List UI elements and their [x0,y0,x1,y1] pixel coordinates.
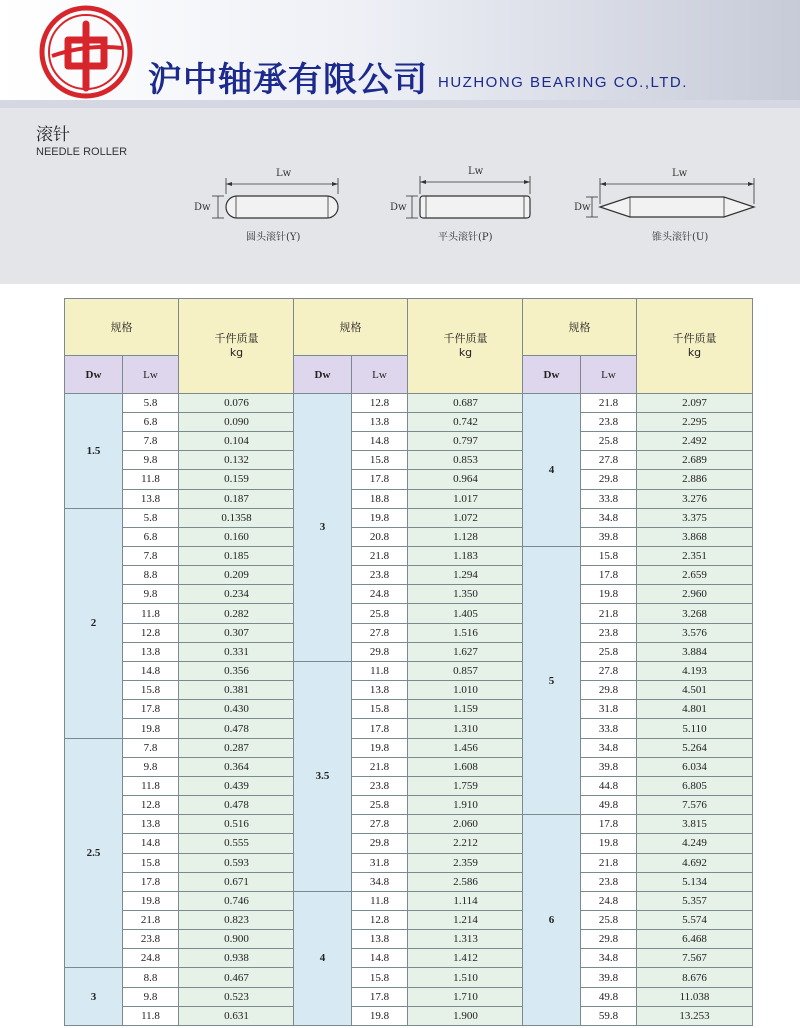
lw-value: 11.8 [123,470,179,489]
lw-value: 23.8 [352,566,408,585]
lw-header: Lw [123,356,179,393]
mass-value: 1.010 [408,681,524,700]
lw-value: 15.8 [581,547,637,566]
dw-value: 2.5 [65,738,123,968]
table-row [523,815,753,834]
lw-value: 23.8 [581,412,637,431]
table-row [65,393,295,412]
table-row [523,393,753,412]
lw-value: 13.8 [123,815,179,834]
lw-value: 9.8 [123,585,179,604]
lw-value: 34.8 [581,738,637,757]
mass-value: 1.900 [408,1006,524,1025]
mass-value: 0.671 [179,872,295,891]
mass-value: 6.468 [637,930,753,949]
mass-value: 0.797 [408,432,524,451]
lw-value: 19.8 [352,508,408,527]
lw-value: 8.8 [123,566,179,585]
mass-value: 1.294 [408,566,524,585]
mass-value: 0.853 [408,451,524,470]
mass-value: 1.405 [408,604,524,623]
lw-value: 6.8 [123,527,179,546]
dw-value: 6 [523,815,581,1026]
lw-value: 15.8 [352,968,408,987]
mass-value: 4.193 [637,661,753,680]
lw-value: 23.8 [581,623,637,642]
lw-value: 14.8 [352,432,408,451]
mass-value: 8.676 [637,968,753,987]
mass-header-unit: kg [687,345,702,359]
lw-value: 13.8 [352,412,408,431]
spec-header: 规格 [65,299,179,356]
mass-value: 4.501 [637,681,753,700]
mass-value: 0.430 [179,700,295,719]
spec-column-block [522,298,753,1026]
table-row [294,393,524,412]
dw-header: Dw [65,356,123,393]
mass-value: 0.467 [179,968,295,987]
dw-value: 4 [294,891,352,1025]
mass-value: 6.034 [637,757,753,776]
lw-label: Lw [276,168,292,179]
mass-value: 1.183 [408,547,524,566]
lw-value: 44.8 [581,776,637,795]
lw-value: 11.8 [123,1006,179,1025]
lw-label: Lw [468,166,484,177]
mass-header-label: 千件质量 [214,331,259,345]
lw-value: 19.8 [352,738,408,757]
mass-value: 0.076 [179,393,295,412]
mass-value: 1.412 [408,949,524,968]
header [0,0,800,108]
lw-value: 15.8 [352,700,408,719]
mass-value: 3.815 [637,815,753,834]
lw-value: 8.8 [123,968,179,987]
lw-header: Lw [352,356,408,393]
mass-value: 2.097 [637,393,753,412]
lw-value: 25.8 [581,910,637,929]
diagram-caption: 锥头滚针(U) [652,232,709,243]
lw-value: 15.8 [123,681,179,700]
lw-value: 13.8 [123,489,179,508]
lw-value: 25.8 [352,604,408,623]
mass-value: 0.185 [179,547,295,566]
mass-value: 0.439 [179,776,295,795]
lw-value: 29.8 [581,470,637,489]
mass-value: 5.574 [637,910,753,929]
lw-value: 49.8 [581,987,637,1006]
mass-value: 0.132 [179,451,295,470]
mass-value: 7.567 [637,949,753,968]
lw-value: 23.8 [123,930,179,949]
section-title-en: NEEDLE ROLLER [36,146,128,158]
dw-value: 3 [294,393,352,661]
mass-value: 2.886 [637,470,753,489]
lw-value: 17.8 [123,872,179,891]
spec-column-block [64,298,295,1026]
lw-value: 9.8 [123,757,179,776]
lw-value: 12.8 [352,393,408,412]
lw-value: 49.8 [581,796,637,815]
company-logo [38,4,134,100]
mass-value: 0.234 [179,585,295,604]
lw-value: 14.8 [123,661,179,680]
lw-value: 13.8 [352,681,408,700]
lw-value: 29.8 [581,930,637,949]
mass-header [408,299,524,394]
spec-header: 规格 [523,299,637,356]
lw-value: 23.8 [352,776,408,795]
mass-value: 1.510 [408,968,524,987]
mass-value: 0.823 [179,910,295,929]
lw-value: 25.8 [581,432,637,451]
mass-value: 0.331 [179,642,295,661]
section-title-cn: 滚针 [36,125,70,145]
mass-value: 3.268 [637,604,753,623]
spec-column-block [293,298,524,1026]
lw-value: 21.8 [581,853,637,872]
mass-value: 0.381 [179,681,295,700]
lw-value: 25.8 [581,642,637,661]
diagram-caption: 圆头滚针(Y) [246,232,301,243]
lw-value: 6.8 [123,412,179,431]
dw-value: 5 [523,547,581,815]
mass-value: 2.492 [637,432,753,451]
lw-value: 19.8 [123,891,179,910]
lw-value: 17.8 [352,987,408,1006]
spec-table [64,298,752,1026]
mass-value: 0.964 [408,470,524,489]
lw-value: 17.8 [581,815,637,834]
lw-value: 25.8 [352,796,408,815]
mass-value: 1.159 [408,700,524,719]
mass-value: 3.868 [637,527,753,546]
lw-value: 24.8 [352,585,408,604]
mass-value: 4.801 [637,700,753,719]
lw-value: 17.8 [123,700,179,719]
dw-value: 2 [65,508,123,738]
mass-value: 0.555 [179,834,295,853]
mass-value: 3.276 [637,489,753,508]
lw-value: 33.8 [581,719,637,738]
dw-label: Dw [194,202,211,213]
mass-header-label: 千件质量 [443,331,488,345]
lw-value: 39.8 [581,757,637,776]
mass-value: 0.209 [179,566,295,585]
lw-value: 17.8 [352,470,408,489]
dw-header: Dw [294,356,352,393]
lw-value: 12.8 [123,623,179,642]
lw-value: 34.8 [581,949,637,968]
mass-value: 0.631 [179,1006,295,1025]
mass-value: 1.710 [408,987,524,1006]
lw-value: 39.8 [581,527,637,546]
mass-value: 1.350 [408,585,524,604]
lw-value: 11.8 [123,604,179,623]
mass-value: 0.593 [179,853,295,872]
lw-value: 5.8 [123,508,179,527]
lw-value: 15.8 [123,853,179,872]
mass-value: 1.214 [408,910,524,929]
mass-value: 0.104 [179,432,295,451]
dw-value: 3 [65,968,123,1026]
lw-value: 21.8 [352,547,408,566]
mass-value: 0.160 [179,527,295,546]
dw-value: 1.5 [65,393,123,508]
dw-label: Dw [390,202,407,213]
table-row [294,661,524,680]
mass-value: 0.090 [179,412,295,431]
lw-value: 29.8 [352,834,408,853]
mass-value: 0.478 [179,796,295,815]
table-row [294,891,524,910]
lw-value: 24.8 [123,949,179,968]
table-row [523,547,753,566]
mass-header [179,299,295,394]
mass-value: 2.212 [408,834,524,853]
mass-header-unit: kg [229,345,244,359]
lw-value: 27.8 [581,451,637,470]
lw-value: 11.8 [352,661,408,680]
lw-value: 21.8 [352,757,408,776]
lw-value: 21.8 [581,393,637,412]
mass-value: 3.375 [637,508,753,527]
lw-value: 24.8 [581,891,637,910]
dw-label: Dw [574,202,591,213]
round-end-roller-drawing [190,164,360,274]
lw-label: Lw [672,168,688,179]
mass-header-label: 千件质量 [672,331,717,345]
lw-value: 29.8 [352,642,408,661]
mass-value: 2.359 [408,853,524,872]
lw-value: 14.8 [352,949,408,968]
lw-value: 29.8 [581,681,637,700]
lw-value: 7.8 [123,432,179,451]
mass-value: 1.114 [408,891,524,910]
mass-value: 1.910 [408,796,524,815]
mass-value: 3.884 [637,642,753,661]
lw-value: 27.8 [581,661,637,680]
diagram-round-end [190,164,360,274]
lw-value: 14.8 [123,834,179,853]
lw-value: 39.8 [581,968,637,987]
mass-value: 2.689 [637,451,753,470]
lw-value: 31.8 [581,700,637,719]
lw-value: 34.8 [581,508,637,527]
mass-value: 0.307 [179,623,295,642]
mass-value: 0.478 [179,719,295,738]
mass-value: 0.282 [179,604,295,623]
lw-value: 11.8 [123,776,179,795]
diagram-caption: 平头滚针(P) [438,232,493,243]
mass-value: 5.134 [637,872,753,891]
lw-value: 19.8 [581,834,637,853]
mass-value: 5.110 [637,719,753,738]
lw-value: 27.8 [352,815,408,834]
lw-value: 7.8 [123,547,179,566]
lw-value: 31.8 [352,853,408,872]
mass-header [637,299,753,394]
lw-value: 17.8 [352,719,408,738]
mass-value: 0.1358 [179,508,295,527]
lw-value: 12.8 [352,910,408,929]
lw-value: 27.8 [352,623,408,642]
lw-value: 18.8 [352,489,408,508]
lw-value: 11.8 [352,891,408,910]
mass-value: 3.576 [637,623,753,642]
mass-value: 13.253 [637,1006,753,1025]
lw-value: 5.8 [123,393,179,412]
mass-value: 5.357 [637,891,753,910]
lw-value: 20.8 [352,527,408,546]
mass-value: 1.456 [408,738,524,757]
lw-value: 19.8 [123,719,179,738]
mass-value: 4.692 [637,853,753,872]
company-name-en: HUZHONG BEARING CO.,LTD. [438,74,688,91]
mass-value: 0.746 [179,891,295,910]
lw-value: 23.8 [581,872,637,891]
mass-value: 0.187 [179,489,295,508]
table-row [65,738,295,757]
mass-value: 0.938 [179,949,295,968]
lw-value: 17.8 [581,566,637,585]
mass-value: 6.805 [637,776,753,795]
mass-value: 1.017 [408,489,524,508]
lw-value: 19.8 [352,1006,408,1025]
dw-value: 3.5 [294,661,352,891]
mass-value: 0.900 [179,930,295,949]
diagram-flat-end [388,164,548,274]
lw-value: 15.8 [352,451,408,470]
mass-value: 0.159 [179,470,295,489]
mass-value: 2.586 [408,872,524,891]
mass-value: 1.516 [408,623,524,642]
mass-value: 7.576 [637,796,753,815]
lw-value: 34.8 [352,872,408,891]
mass-value: 0.516 [179,815,295,834]
mass-value: 0.687 [408,393,524,412]
spec-header: 规格 [294,299,408,356]
lw-value: 13.8 [352,930,408,949]
dw-header: Dw [523,356,581,393]
mass-value: 1.608 [408,757,524,776]
mass-value: 1.759 [408,776,524,795]
mass-value: 4.249 [637,834,753,853]
lw-value: 19.8 [581,585,637,604]
mass-header-unit: kg [458,345,473,359]
lw-value: 59.8 [581,1006,637,1025]
mass-value: 1.128 [408,527,524,546]
lw-value: 13.8 [123,642,179,661]
cone-end-roller-drawing [574,164,764,274]
mass-value: 2.351 [637,547,753,566]
company-name-cn: 沪中轴承有限公司 [148,60,428,100]
mass-value: 0.523 [179,987,295,1006]
lw-value: 12.8 [123,796,179,815]
mass-value: 2.659 [637,566,753,585]
mass-value: 0.364 [179,757,295,776]
mass-value: 1.072 [408,508,524,527]
lw-value: 9.8 [123,451,179,470]
lw-value: 21.8 [581,604,637,623]
mass-value: 2.960 [637,585,753,604]
mass-value: 2.295 [637,412,753,431]
mass-value: 0.742 [408,412,524,431]
lw-header: Lw [581,356,637,393]
lw-value: 33.8 [581,489,637,508]
mass-value: 0.287 [179,738,295,757]
mass-value: 1.310 [408,719,524,738]
dw-value: 4 [523,393,581,546]
mass-value: 2.060 [408,815,524,834]
mass-value: 0.356 [179,661,295,680]
table-row [65,968,295,987]
mass-value: 11.038 [637,987,753,1006]
lw-value: 21.8 [123,910,179,929]
diagram-cone-end [574,164,764,274]
mass-value: 5.264 [637,738,753,757]
flat-end-roller-drawing [388,164,548,274]
table-row [65,508,295,527]
mass-value: 1.313 [408,930,524,949]
lw-value: 9.8 [123,987,179,1006]
mass-value: 0.857 [408,661,524,680]
lw-value: 7.8 [123,738,179,757]
mass-value: 1.627 [408,642,524,661]
